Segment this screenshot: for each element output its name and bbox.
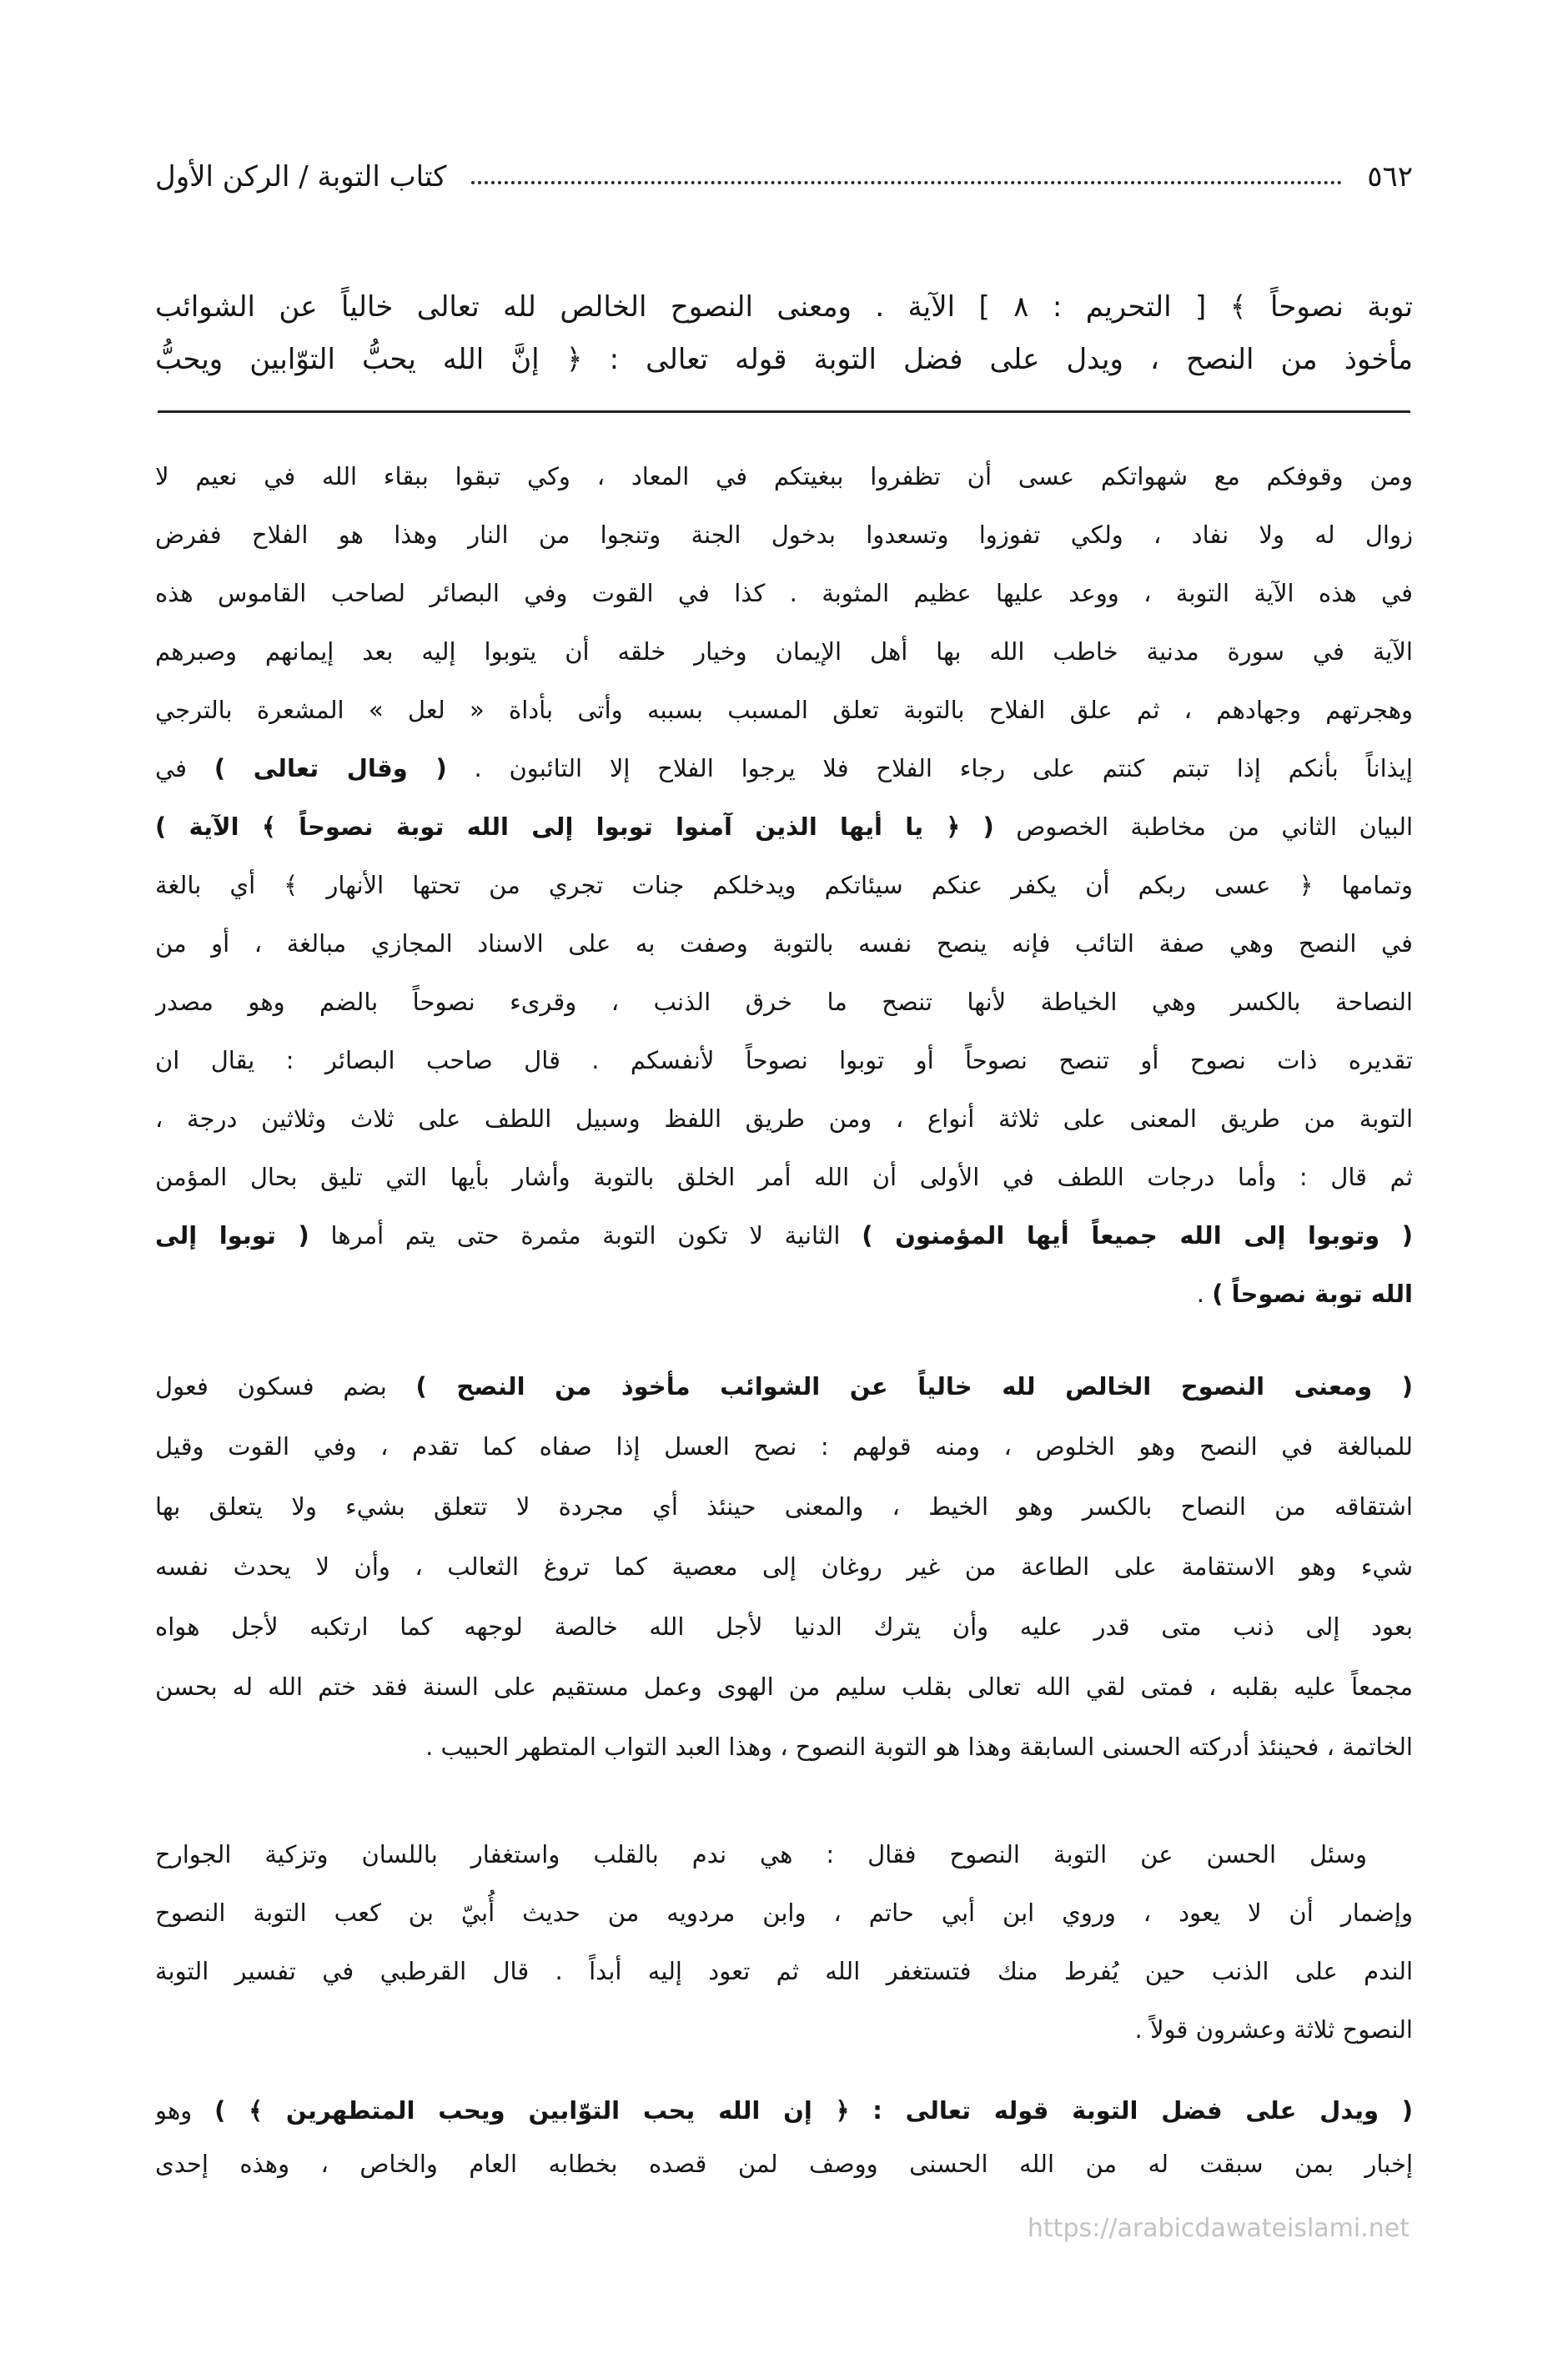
bold-phrase: ( ومعنى النصوح الخالص لله خالياً عن الشوائب مأخوذ من النصح ) bbox=[415, 1372, 1413, 1401]
commentary-line bbox=[155, 1356, 1413, 1416]
commentary-line: في النصح وهي صفة التائب فإنه ينصح نفسه بالتوبة وصفت به على الاسناد المجازي مبالغة ، أو من bbox=[155, 929, 1413, 958]
commentary-line: شيء وهو الاستقامة على الطاعة من غير روغان إلى معصية كما تروغ الثعالب ، وأن لا يحدث نفسه bbox=[155, 1552, 1413, 1581]
bold-phrase: ( ﴿ يا أيها الذين آمنوا توبوا إلى الله توبة نصوحاً ﴾ الآية ) bbox=[155, 812, 994, 841]
bold-phrase: ( ويدل على فضل التوبة قوله تعالى : ﴿ إن الله يحب التوّابين ويحب المتطهرين ﴾ ) bbox=[214, 2096, 1413, 2125]
text-segment: . bbox=[1196, 1280, 1213, 1308]
commentary-line bbox=[155, 1265, 1413, 1323]
bold-phrase: الله توبة نصوحاً ) bbox=[1212, 1280, 1413, 1308]
commentary-line: للمبالغة في النصح وهو الخلوص ، ومنه قولهم : نصح العسل إذا صفاه كما تقدم ، وفي القوت وقيل bbox=[155, 1432, 1413, 1461]
commentary-line: وهجرتهم وجهادهم ، ثم علق الفلاح بالتوبة تعلق المسبب بسببه وأتى بأداة « لعل » المشعرة بالترجي bbox=[155, 696, 1413, 724]
running-title: كتاب التوبة / الركن الأول bbox=[155, 160, 447, 194]
main-text-line: توبة نصوحاً ﴾ [ التحريم : ٨ ] الآية . ومعنى النصوح الخالص لله تعالى خالياً عن الشوائب bbox=[155, 290, 1413, 324]
commentary-line: وتمامها ﴿ عسى ربكم أن يكفر عنكم سيئاتكم ويدخلكم جنات تجري من تحتها الأنهار ﴾ أي بالغة bbox=[155, 871, 1413, 899]
commentary-line: تقديره ذات نصوح أو تنصح نصوحاً أو توبوا نصوحاً لأنفسكم . قال صاحب البصائر : يقال ان bbox=[155, 1046, 1413, 1074]
commentary-line: مجمعاً عليه بقلبه ، فمتى لقي الله تعالى بقلب سليم من الهوى وعمل مستقيم على السنة فقد ختم الله له بحسن bbox=[155, 1672, 1413, 1701]
running-header bbox=[155, 152, 1413, 202]
bold-phrase: ( وقال تعالى ) bbox=[214, 754, 447, 782]
commentary-line bbox=[155, 2084, 1413, 2137]
main-text-line: مأخوذ من النصح ، ويدل على فضل التوبة قوله تعالى : ﴿ إنَّ الله يحبُّ التوّابين ويحبُّ bbox=[155, 343, 1413, 376]
commentary-line: وإضمار أن لا يعود ، وروي ابن أبي حاتم ، وابن مردويه من حديث أُبيّ بن كعب التوبة النصوح bbox=[155, 1899, 1413, 1927]
watermark: https://arabicdawateislami.net bbox=[1027, 2214, 1410, 2243]
commentary-line: التوبة من طريق المعنى على ثلاثة أنواع ، ومن طريق اللفظ وسبيل اللطف على ثلاث وثلاثين درجة ، bbox=[155, 1104, 1413, 1133]
text-segment: وهو bbox=[155, 2096, 215, 2125]
separator-rule bbox=[158, 410, 1410, 413]
text-segment: في bbox=[155, 754, 214, 782]
commentary-line: بعود إلى ذنب متى قدر عليه وأن يترك الدنيا لأجل الله خالصة لوجهه كما ارتكبه لأجل هواه bbox=[155, 1612, 1413, 1641]
page-number: ٥٦٢ bbox=[1367, 160, 1413, 194]
commentary-line: وسئل الحسن عن التوبة النصوح فقال : هي ندم بالقلب واستغفار باللسان وتزكية الجوارح bbox=[155, 1840, 1367, 1869]
commentary-line bbox=[155, 797, 1413, 856]
commentary-line: اشتقاقه من النصاح بالكسر وهو الخيط ، والمعنى حينئذ أي مجردة لا تتعلق بشيء ولا يتعلق بها bbox=[155, 1492, 1413, 1521]
commentary-line: الندم على الذنب حين يُفرط منك فتستغفر الله ثم تعود إليه أبداً . قال القرطبي في تفسير التوبة bbox=[155, 1957, 1413, 1985]
commentary-paragraph bbox=[155, 447, 1413, 1323]
commentary-line: النصاحة بالكسر وهي الخياطة لأنها تنصح ما خرق الذنب ، وقرىء نصوحاً بالضم وهو مصدر bbox=[155, 988, 1413, 1016]
text-segment: إيذاناً بأنكم إذا تبتم كنتم على رجاء الفلاح فلا يرجوا الفلاح إلا التائبون . bbox=[446, 754, 1413, 782]
commentary-line: الخاتمة ، فحينئذ أدركته الحسنى السابقة وهذا هو التوبة النصوح ، وهذا العبد التواب المتطهر الحبيب . bbox=[425, 1733, 1413, 1761]
commentary-line: ثم قال : وأما درجات اللطف في الأولى أن الله أمر الخلق بالتوبة وأشار بأيها التي تليق بحال المؤمن bbox=[155, 1163, 1413, 1191]
commentary-line: زوال له ولا نفاد ، ولكي تفوزوا وتسعدوا بدخول الجنة وتنجوا من النار وهذا هو الفلاح ففرض bbox=[155, 521, 1413, 549]
commentary-line: إخبار بمن سبقت له من الله الحسنى ووصف لمن قصده بخطابه العام والخاص ، وهذه إحدى bbox=[155, 2150, 1413, 2178]
bold-phrase: ( وتوبوا إلى الله جميعاً أيها المؤمنون ) bbox=[862, 1221, 1413, 1250]
text-segment: بضم فسكون فعول bbox=[155, 1372, 416, 1401]
commentary-line: ومن وقوفكم مع شهواتكم عسى أن تظفروا ببغيتكم في المعاد ، وكي تبقوا ببقاء الله في نعيم لا bbox=[155, 462, 1413, 490]
main-text bbox=[155, 281, 1413, 386]
commentary-paragraph bbox=[155, 1825, 1413, 2059]
commentary-line: الآية في سورة مدنية خاطب الله بها أهل الإيمان وخيار خلقه أن يتوبوا إليه بعد إيمانهم وصبرهم bbox=[155, 637, 1413, 666]
commentary-paragraph bbox=[155, 2084, 1413, 2190]
text-segment: الثانية لا تكون التوبة مثمرة حتى يتم أمرها bbox=[309, 1221, 862, 1250]
bold-phrase: ( توبوا إلى bbox=[155, 1221, 309, 1250]
commentary-line: النصوح ثلاثة وعشرون قولاً . bbox=[1134, 2015, 1413, 2044]
commentary-paragraph bbox=[155, 1356, 1413, 1777]
text-segment: البيان الثاني من مخاطبة الخصوص bbox=[993, 812, 1413, 841]
commentary-line: في هذه الآية التوبة ، ووعد عليها عظيم المثوبة . كذا في القوت وفي البصائر لصاحب القاموس هذه bbox=[155, 579, 1413, 607]
commentary-line bbox=[155, 1206, 1413, 1265]
commentary-line bbox=[155, 739, 1413, 797]
leader-dots bbox=[471, 181, 1342, 184]
